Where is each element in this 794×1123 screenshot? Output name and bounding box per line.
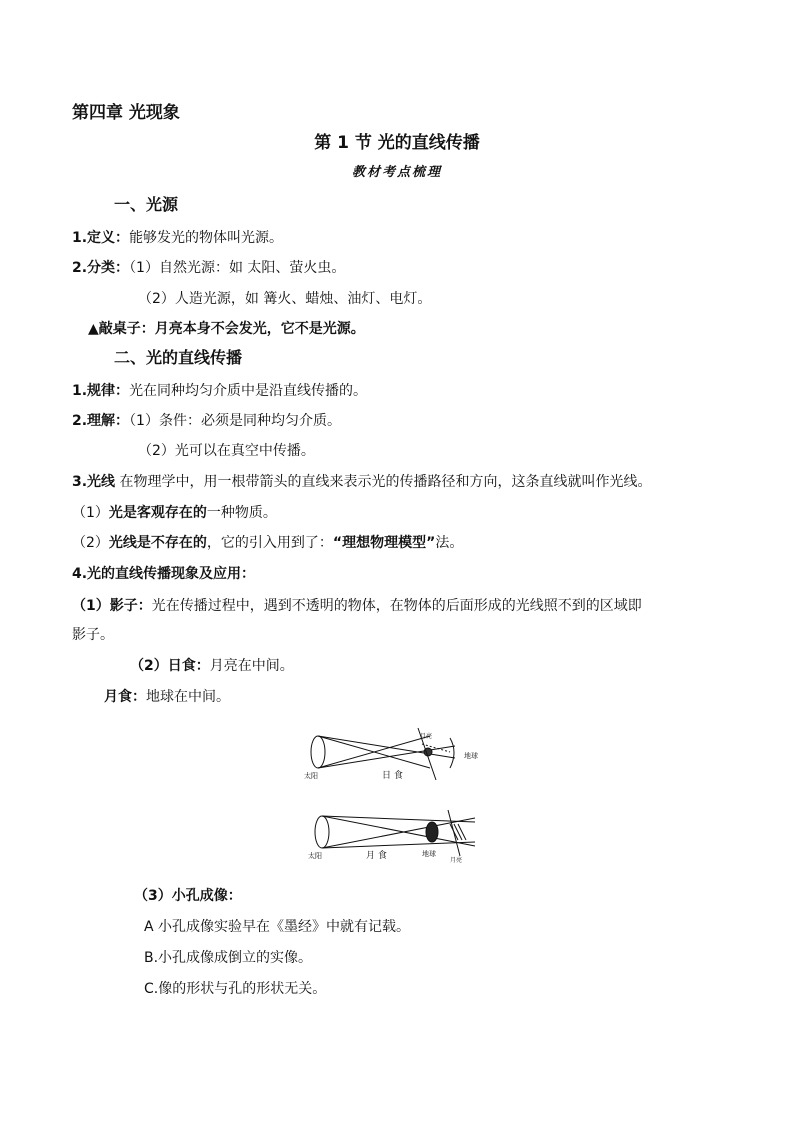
solar-caption: 日 食 [382, 771, 403, 781]
understanding-item-2: （2）光可以在真空中传播。 [138, 443, 315, 459]
solar-earth-shape [450, 738, 454, 768]
chapter-title: 第四章 光现象 [72, 103, 180, 123]
shadow-line [72, 596, 642, 616]
classification-item-1: （1）自然光源：如 太阳、萤火虫。 [129, 260, 346, 276]
solar-sun-shape [311, 736, 325, 768]
pinhole-item-c: C.像的形状与孔的形状无关。 [144, 981, 327, 997]
solar-eclipse-text: 月亮在中间。 [209, 658, 294, 674]
note-1-suffix: 一种物质。 [206, 505, 277, 521]
classification-item-2: （2）人造光源，如 篝火、蜡烛、油灯、电灯。 [138, 291, 432, 307]
lunar-eclipse-text: 地球在中间。 [146, 689, 230, 705]
understanding-line [72, 411, 341, 431]
shadow-label: （1）影子： [72, 598, 152, 614]
solar-eclipse-line [130, 656, 294, 676]
pinhole-item-b: B.小孔成像成倒立的实像。 [144, 950, 313, 966]
lunar-earth-label: 地球 [422, 850, 436, 858]
note-2-middle: ，它的引入用到了： [206, 535, 333, 551]
lunar-caption: 月 食 [366, 851, 387, 861]
section-title: 第 1 节 光的直线传播 [314, 133, 480, 153]
subtitle: 教材考点梳理 [351, 165, 442, 180]
note-2-prefix: （2） [72, 535, 109, 551]
shadow-text: 光在传播过程中，遇到不透明的物体，在物体的后面形成的光线照不到的区域即 [151, 598, 642, 614]
pinhole-heading: （3）小孔成像： [134, 888, 242, 904]
heading-light-source: 一、光源 [114, 195, 179, 214]
light-ray-note-1 [72, 503, 277, 523]
lunar-earth-shape [426, 822, 438, 842]
understanding-label: 2.理解： [72, 413, 130, 429]
shadow-text-continued: 影子。 [72, 627, 114, 643]
note-2-suffix: 法。 [435, 535, 464, 551]
law-label: 1.规律： [72, 383, 130, 399]
lunar-moon-label: 月亮 [450, 857, 463, 864]
heading-rectilinear-propagation: 二、光的直线传播 [114, 348, 243, 367]
note-2-emphasis: 光线是不存在的 [108, 535, 207, 551]
understanding-item-1: （1）条件：必须是同种均匀介质。 [129, 413, 341, 429]
definition-label: 1.定义： [72, 230, 130, 246]
lunar-sun-label: 太阳 [308, 852, 322, 860]
eclipse-diagram [300, 722, 510, 882]
light-ray-text: 在物理学中，用一根带箭头的直线来表示光的传播路径和方向，这条直线就叫作光线。 [115, 474, 652, 490]
law-line [72, 381, 367, 401]
lunar-eclipse-line [104, 687, 230, 707]
pinhole-item-a: A 小孔成像实验早在《墨经》中就有记载。 [144, 919, 411, 935]
light-ray-note-2 [72, 533, 463, 553]
note-2-emphasis-model: “理想物理模型” [332, 535, 436, 551]
light-ray-label: 3.光线 [72, 474, 116, 490]
lunar-sun-shape [315, 816, 329, 848]
solar-eclipse-label: （2）日食： [130, 658, 210, 674]
law-text: 光在同种均匀介质中是沿直线传播的。 [129, 383, 368, 399]
solar-earth-label: 地球 [464, 752, 478, 760]
applications-heading: 4.光的直线传播现象及应用： [72, 566, 256, 582]
note-moon: ▲敲桌子：月亮本身不会发光，它不是光源。 [88, 321, 365, 337]
classification-label: 2.分类： [72, 260, 130, 276]
classification-line [72, 258, 345, 278]
solar-sun-label: 太阳 [304, 772, 318, 780]
light-ray-line [72, 472, 652, 492]
solar-moon-label: 月亮 [420, 733, 433, 740]
definition-text: 能够发光的物体叫光源。 [129, 230, 284, 246]
lunar-eclipse-figure [315, 810, 475, 856]
note-1-emphasis: 光是客观存在的 [108, 505, 207, 521]
definition-line [72, 228, 283, 248]
note-1-prefix: （1） [72, 505, 109, 521]
lunar-eclipse-label: 月食： [104, 689, 146, 705]
